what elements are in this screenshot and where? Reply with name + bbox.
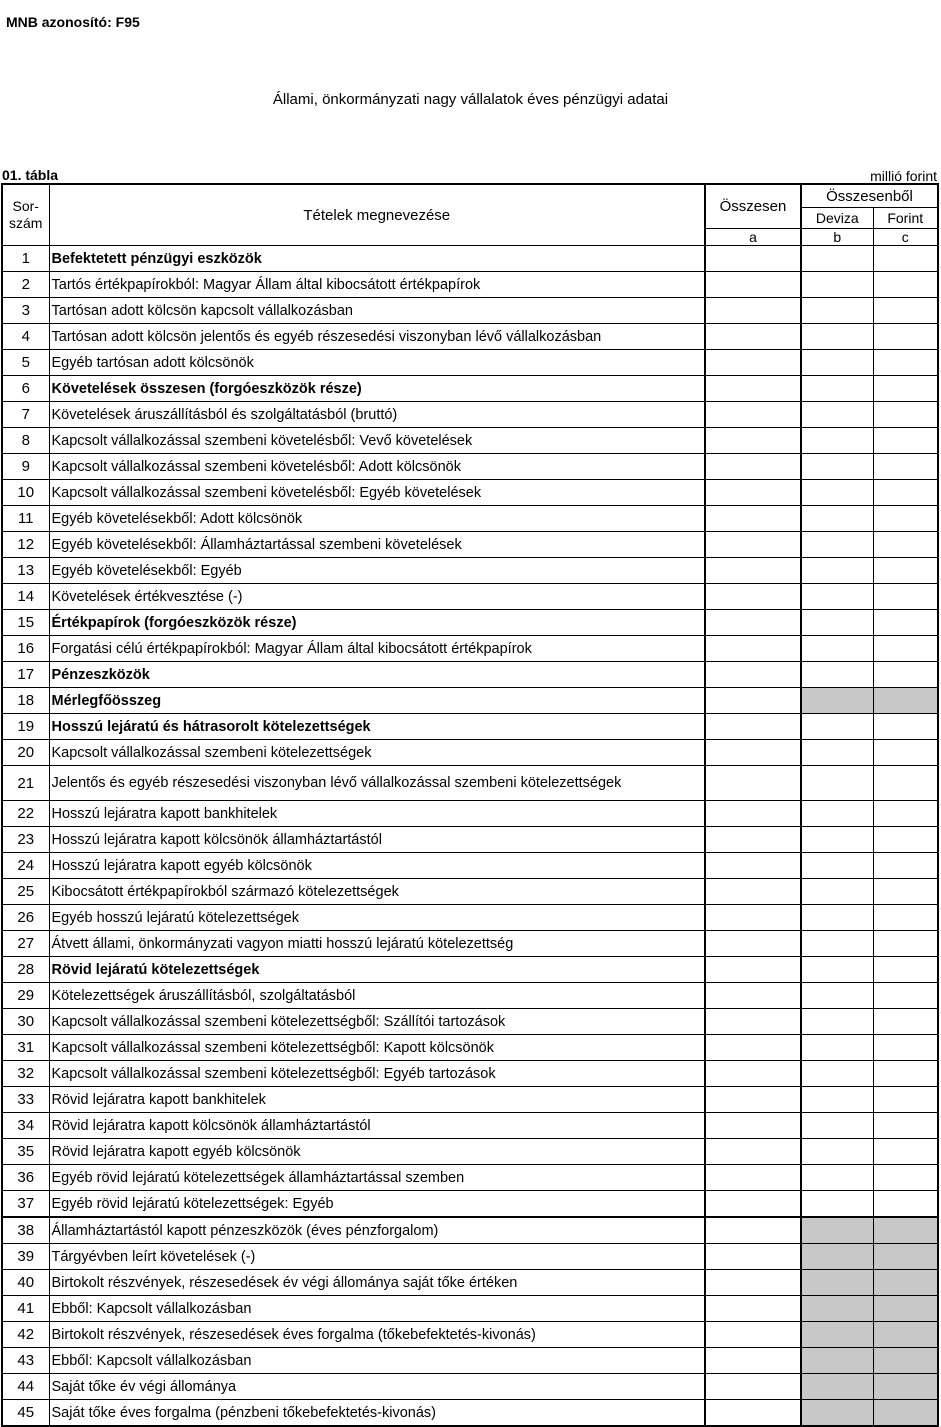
header-forint: Forint [873,208,938,229]
table-row [2,1270,938,1296]
table-row [2,246,938,272]
cell-forint[interactable] [873,853,938,879]
row-label: Hosszú lejáratra kapott egyéb kölcsönök [49,853,705,879]
row-label: Birtokolt részvények, részesedések éves forgalma (tőkebefektetés-kivonás) [49,1322,705,1348]
table-row [2,350,938,376]
row-label: Kapcsolt vállalkozással szembeni követelésből: Adott kölcsönök [49,454,705,480]
row-number: 19 [2,714,49,740]
row-number: 38 [2,1217,49,1244]
cell-deviza[interactable] [801,532,873,558]
table-row [2,853,938,879]
row-number: 20 [2,740,49,766]
cell-osszesen[interactable] [705,1270,801,1296]
cell-osszesen[interactable] [705,1035,801,1061]
cell-forint [873,1270,938,1296]
row-number: 24 [2,853,49,879]
row-number: 13 [2,558,49,584]
row-number: 28 [2,957,49,983]
row-label: Kapcsolt vállalkozással szembeni követelésből: Vevő követelések [49,428,705,454]
row-number: 45 [2,1400,49,1427]
cell-deviza[interactable] [801,454,873,480]
row-label: Birtokolt részvények, részesedések év végi állománya saját tőke értéken [49,1270,705,1296]
cell-deviza[interactable] [801,1191,873,1218]
cell-deviza[interactable] [801,853,873,879]
row-label: Kapcsolt vállalkozással szembeni kötelezettségből: Egyéb tartozások [49,1061,705,1087]
cell-osszesen[interactable] [705,766,801,801]
header-letter-a: a [705,229,801,246]
cell-deviza[interactable] [801,402,873,428]
cell-deviza[interactable] [801,879,873,905]
cell-deviza[interactable] [801,983,873,1009]
row-number: 41 [2,1296,49,1322]
header-tetelek: Tételek megnevezése [49,184,705,246]
row-number: 32 [2,1061,49,1087]
row-label: Rövid lejáratú kötelezettségek [49,957,705,983]
cell-deviza[interactable] [801,1087,873,1113]
row-number: 39 [2,1244,49,1270]
row-number: 34 [2,1113,49,1139]
cell-deviza[interactable] [801,957,873,983]
row-number: 16 [2,636,49,662]
cell-osszesen[interactable] [705,402,801,428]
table-row [2,1061,938,1087]
cell-forint[interactable] [873,506,938,532]
cell-osszesen[interactable] [705,376,801,402]
cell-forint[interactable] [873,983,938,1009]
cell-deviza[interactable] [801,272,873,298]
row-label: Ebből: Kapcsolt vállalkozásban [49,1296,705,1322]
cell-osszesen[interactable] [705,983,801,1009]
cell-forint[interactable] [873,272,938,298]
cell-forint[interactable] [873,1009,938,1035]
cell-forint [873,1400,938,1427]
cell-osszesen[interactable] [705,931,801,957]
cell-forint[interactable] [873,376,938,402]
table-row [2,1400,938,1427]
cell-osszesen[interactable] [705,1087,801,1113]
table-row [2,1035,938,1061]
cell-osszesen[interactable] [705,506,801,532]
cell-forint[interactable] [873,1139,938,1165]
cell-deviza[interactable] [801,931,873,957]
row-number: 3 [2,298,49,324]
row-number: 4 [2,324,49,350]
row-label: Pénzeszközök [49,662,705,688]
row-label: Hosszú lejáratra kapott kölcsönök államháztartástól [49,827,705,853]
cell-osszesen[interactable] [705,1009,801,1035]
cell-osszesen[interactable] [705,610,801,636]
cell-deviza [801,1374,873,1400]
table-row [2,1139,938,1165]
row-label: Átvett állami, önkormányzati vagyon miatti hosszú lejáratú kötelezettség [49,931,705,957]
table-row [2,532,938,558]
table-row [2,428,938,454]
cell-forint[interactable] [873,428,938,454]
cell-osszesen[interactable] [705,1217,801,1244]
row-label: Hosszú lejáratú és hátrasorolt kötelezettségek [49,714,705,740]
row-number: 36 [2,1165,49,1191]
cell-osszesen[interactable] [705,957,801,983]
table-row [2,905,938,931]
table-row [2,1244,938,1270]
table-row [2,688,938,714]
row-label: Egyéb követelésekből: Adott kölcsönök [49,506,705,532]
row-label: Egyéb hosszú lejáratú kötelezettségek [49,905,705,931]
row-label: Követelések értékvesztése (-) [49,584,705,610]
cell-forint[interactable] [873,662,938,688]
cell-forint[interactable] [873,957,938,983]
cell-deviza [801,688,873,714]
cell-osszesen[interactable] [705,827,801,853]
cell-forint[interactable] [873,714,938,740]
row-number: 6 [2,376,49,402]
row-label: Kapcsolt vállalkozással szembeni kötelezettségből: Kapott kölcsönök [49,1035,705,1061]
row-label: Rövid lejáratra kapott egyéb kölcsönök [49,1139,705,1165]
table-row [2,480,938,506]
cell-forint [873,1322,938,1348]
row-number: 35 [2,1139,49,1165]
cell-forint[interactable] [873,905,938,931]
row-number: 40 [2,1270,49,1296]
cell-osszesen[interactable] [705,1139,801,1165]
cell-forint[interactable] [873,766,938,801]
table-row [2,983,938,1009]
row-label: Jelentős és egyéb részesedési viszonyban lévő vállalkozással szembeni kötelezettségek [49,766,705,801]
cell-osszesen[interactable] [705,1296,801,1322]
cell-deviza[interactable] [801,376,873,402]
cell-deviza[interactable] [801,766,873,801]
cell-forint[interactable] [873,1113,938,1139]
cell-forint[interactable] [873,246,938,272]
cell-deviza [801,1270,873,1296]
table-row [2,376,938,402]
cell-osszesen[interactable] [705,1244,801,1270]
table-row [2,610,938,636]
cell-osszesen[interactable] [705,584,801,610]
header-deviza: Deviza [801,208,873,229]
cell-deviza [801,1296,873,1322]
cell-osszesen[interactable] [705,740,801,766]
cell-osszesen[interactable] [705,1400,801,1427]
cell-forint[interactable] [873,636,938,662]
cell-osszesen[interactable] [705,1322,801,1348]
cell-forint[interactable] [873,1035,938,1061]
cell-forint[interactable] [873,584,938,610]
row-number: 9 [2,454,49,480]
cell-forint [873,1374,938,1400]
cell-deviza[interactable] [801,610,873,636]
row-label: Saját tőke éves forgalma (pénzbeni tőkebefektetés-kivonás) [49,1400,705,1427]
cell-deviza[interactable] [801,1009,873,1035]
cell-forint[interactable] [873,558,938,584]
row-label: Tartós értékpapírokból: Magyar Állam által kibocsátott értékpapírok [49,272,705,298]
cell-osszesen[interactable] [705,853,801,879]
cell-deviza[interactable] [801,1113,873,1139]
row-label: Mérlegfőösszeg [49,688,705,714]
cell-osszesen[interactable] [705,1374,801,1400]
row-label: Követelések összesen (forgóeszközök része) [49,376,705,402]
cell-forint[interactable] [873,1191,938,1218]
header-osszesen: Összesen [705,184,801,229]
cell-deviza[interactable] [801,1139,873,1165]
cell-deviza[interactable] [801,350,873,376]
table-row [2,1374,938,1400]
table-body [2,246,938,1427]
cell-osszesen[interactable] [705,1061,801,1087]
cell-osszesen[interactable] [705,480,801,506]
row-number: 21 [2,766,49,801]
cell-osszesen[interactable] [705,662,801,688]
data-table [1,183,939,1427]
mnb-identifier: MNB azonosító: F95 [6,14,140,30]
table-row [2,827,938,853]
table-row [2,1348,938,1374]
cell-osszesen[interactable] [705,1113,801,1139]
cell-osszesen[interactable] [705,324,801,350]
table-row [2,1191,938,1218]
cell-osszesen[interactable] [705,1191,801,1218]
row-label: Rövid lejáratra kapott kölcsönök államháztartástól [49,1113,705,1139]
cell-deviza[interactable] [801,428,873,454]
row-number: 1 [2,246,49,272]
table-row [2,1165,938,1191]
cell-forint[interactable] [873,532,938,558]
row-number: 5 [2,350,49,376]
row-label: Egyéb rövid lejáratú kötelezettségek államháztartással szemben [49,1165,705,1191]
row-number: 29 [2,983,49,1009]
cell-osszesen[interactable] [705,298,801,324]
table-row [2,662,938,688]
cell-forint [873,1217,938,1244]
row-number: 44 [2,1374,49,1400]
row-label: Ebből: Kapcsolt vállalkozásban [49,1348,705,1374]
row-number: 42 [2,1322,49,1348]
cell-forint[interactable] [873,879,938,905]
row-number: 27 [2,931,49,957]
table-row [2,636,938,662]
row-number: 12 [2,532,49,558]
cell-deviza[interactable] [801,246,873,272]
row-label: Egyéb rövid lejáratú kötelezettségek: Egyéb [49,1191,705,1218]
table-number: 01. tábla [2,167,59,183]
row-number: 43 [2,1348,49,1374]
table-row [2,801,938,827]
table-row [2,506,938,532]
cell-forint[interactable] [873,931,938,957]
row-label: Egyéb követelésekből: Egyéb [49,558,705,584]
table-row [2,766,938,801]
row-number: 7 [2,402,49,428]
row-number: 33 [2,1087,49,1113]
cell-deviza[interactable] [801,584,873,610]
cell-forint [873,1244,938,1270]
row-label: Tartósan adott kölcsön kapcsolt vállalkozásban [49,298,705,324]
cell-deviza[interactable] [801,506,873,532]
row-label: Befektetett pénzügyi eszközök [49,246,705,272]
cell-deviza[interactable] [801,827,873,853]
row-label: Értékpapírok (forgóeszközök része) [49,610,705,636]
cell-forint[interactable] [873,827,938,853]
row-label: Forgatási célú értékpapírokból: Magyar Állam által kibocsátott értékpapírok [49,636,705,662]
cell-deviza[interactable] [801,558,873,584]
table-row [2,298,938,324]
table-row [2,1296,938,1322]
cell-deviza[interactable] [801,324,873,350]
row-label: Tartósan adott kölcsön jelentős és egyéb részesedési viszonyban lévő vállalkozásban [49,324,705,350]
row-number: 30 [2,1009,49,1035]
cell-osszesen[interactable] [705,428,801,454]
cell-deviza[interactable] [801,1165,873,1191]
cell-deviza [801,1400,873,1427]
cell-deviza [801,1322,873,1348]
cell-forint[interactable] [873,324,938,350]
cell-deviza [801,1348,873,1374]
row-number: 10 [2,480,49,506]
cell-deviza[interactable] [801,740,873,766]
row-number: 14 [2,584,49,610]
row-label: Kapcsolt vállalkozással szembeni követelésből: Egyéb követelések [49,480,705,506]
row-number: 18 [2,688,49,714]
row-label: Kapcsolt vállalkozással szembeni kötelezettségek [49,740,705,766]
table-row [2,1113,938,1139]
cell-deviza[interactable] [801,480,873,506]
row-number: 31 [2,1035,49,1061]
table-row [2,957,938,983]
cell-forint[interactable] [873,1165,938,1191]
row-label: Kötelezettségek áruszállításból, szolgáltatásból [49,983,705,1009]
cell-forint[interactable] [873,801,938,827]
cell-forint[interactable] [873,402,938,428]
cell-forint[interactable] [873,1061,938,1087]
table-row [2,1217,938,1244]
cell-forint[interactable] [873,298,938,324]
header-osszesenbol: Összesenből [801,184,938,208]
cell-deviza[interactable] [801,662,873,688]
cell-deviza [801,1244,873,1270]
table-row [2,879,938,905]
cell-osszesen[interactable] [705,454,801,480]
cell-osszesen[interactable] [705,350,801,376]
table-row [2,584,938,610]
page-title: Állami, önkormányzati nagy vállalatok éves pénzügyi adatai [272,91,669,108]
row-label: Államháztartástól kapott pénzeszközök (éves pénzforgalom) [49,1217,705,1244]
table-row [2,1009,938,1035]
row-number: 17 [2,662,49,688]
table-row [2,558,938,584]
cell-deviza[interactable] [801,801,873,827]
table-row [2,714,938,740]
cell-deviza[interactable] [801,905,873,931]
row-label: Hosszú lejáratra kapott bankhitelek [49,801,705,827]
table-row [2,402,938,428]
cell-osszesen[interactable] [705,272,801,298]
table-row [2,1322,938,1348]
cell-forint [873,1348,938,1374]
cell-osszesen[interactable] [705,714,801,740]
row-number: 26 [2,905,49,931]
row-number: 11 [2,506,49,532]
cell-deviza[interactable] [801,714,873,740]
cell-forint[interactable] [873,1087,938,1113]
cell-forint[interactable] [873,350,938,376]
header-letter-c: c [873,229,938,246]
cell-deviza[interactable] [801,1061,873,1087]
row-label: Rövid lejáratra kapott bankhitelek [49,1087,705,1113]
row-number: 2 [2,272,49,298]
table-row [2,324,938,350]
cell-forint[interactable] [873,454,938,480]
cell-forint [873,1296,938,1322]
row-label: Tárgyévben leírt követelések (-) [49,1244,705,1270]
cell-deviza[interactable] [801,1035,873,1061]
row-label: Saját tőke év végi állománya [49,1374,705,1400]
cell-osszesen[interactable] [705,558,801,584]
cell-osszesen[interactable] [705,636,801,662]
row-label: Egyéb tartósan adott kölcsönök [49,350,705,376]
cell-osszesen[interactable] [705,801,801,827]
row-number: 23 [2,827,49,853]
table-row [2,740,938,766]
row-number: 8 [2,428,49,454]
cell-osszesen[interactable] [705,1165,801,1191]
row-number: 22 [2,801,49,827]
row-label: Követelések áruszállításból és szolgáltatásból (bruttó) [49,402,705,428]
cell-deviza [801,1217,873,1244]
cell-forint [873,688,938,714]
row-number: 37 [2,1191,49,1218]
unit-label: millió forint [870,168,937,184]
cell-osszesen[interactable] [705,1348,801,1374]
table-row [2,454,938,480]
cell-osszesen[interactable] [705,532,801,558]
cell-deviza[interactable] [801,298,873,324]
row-label: Kapcsolt vállalkozással szembeni kötelezettségből: Szállítói tartozások [49,1009,705,1035]
cell-forint[interactable] [873,610,938,636]
cell-osszesen[interactable] [705,905,801,931]
row-number: 15 [2,610,49,636]
header-letter-b: b [801,229,873,246]
row-label: Egyéb követelésekből: Államháztartással szembeni követelések [49,532,705,558]
header-sorszam: Sor-szám [2,184,49,246]
table-row [2,931,938,957]
cell-osszesen[interactable] [705,246,801,272]
table-row [2,1087,938,1113]
cell-forint[interactable] [873,480,938,506]
row-label: Kibocsátott értékpapírokból származó kötelezettségek [49,879,705,905]
table-row [2,272,938,298]
cell-deviza[interactable] [801,636,873,662]
row-number: 25 [2,879,49,905]
cell-osszesen[interactable] [705,879,801,905]
cell-forint[interactable] [873,740,938,766]
cell-osszesen[interactable] [705,688,801,714]
